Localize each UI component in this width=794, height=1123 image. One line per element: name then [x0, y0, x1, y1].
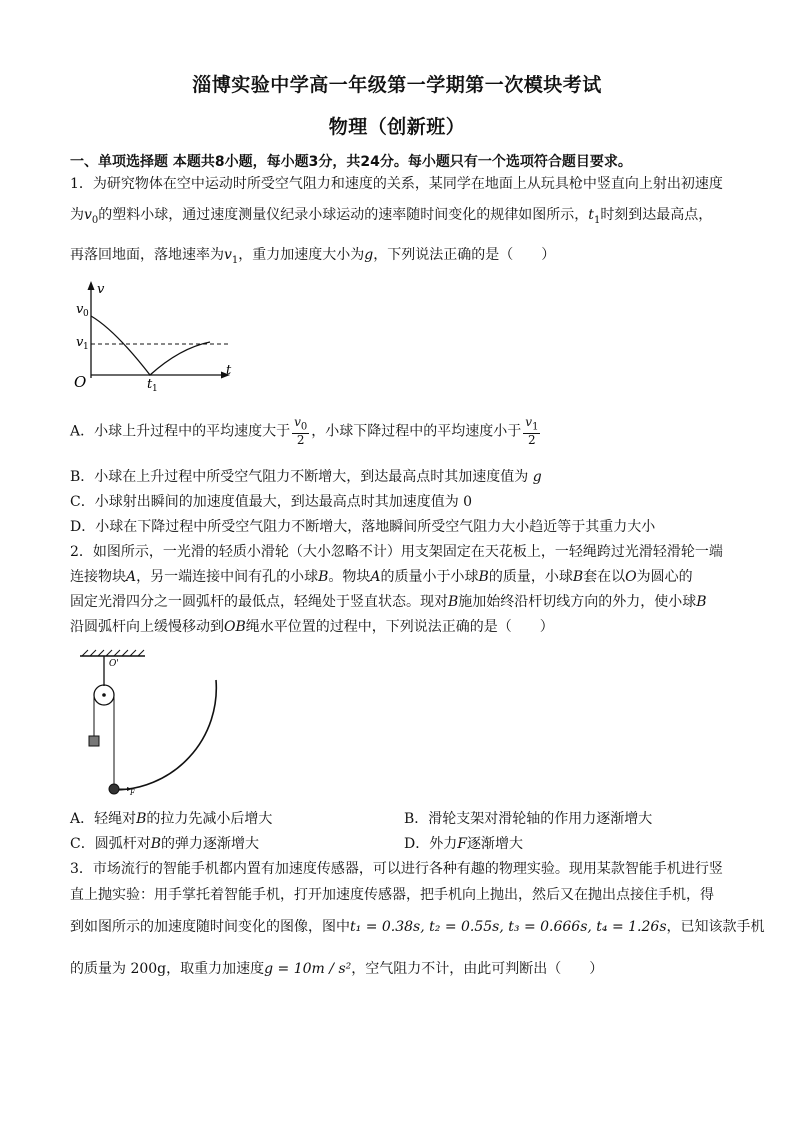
q2-pulley-figure	[70, 648, 230, 798]
origin-label: O	[74, 373, 87, 391]
ball-b	[109, 784, 119, 794]
q2-option-d: D．外力F逐渐增大	[404, 836, 523, 852]
block-a	[89, 736, 99, 746]
t1-sub: 1	[152, 384, 158, 393]
q1-line3: 再落回地面，落地速率为$v_1$，重力加速度大小为g，下列说法正确的是（ ）	[70, 247, 556, 266]
ceiling-hatch	[82, 650, 144, 656]
q2-line4: 沿圆弧杆向上缓慢移动到OB绳水平位置的过程中，下列说法正确的是（ ）	[70, 619, 554, 635]
q2-option-a: A．轻绳对B的拉力先减小后增大	[70, 811, 273, 827]
velocity-curve	[91, 316, 210, 375]
fig-label-o-prime: O'	[109, 659, 119, 669]
q3-line3: 到如图所示的加速度随时间变化的图像，图中t₁ = 0.38s, t₂ = 0.55s, t₃ = 0.666s, t₄ = 1.26s，已知该款手机	[70, 919, 765, 935]
q1-vt-graph	[70, 278, 240, 393]
q1-option-c: C．小球射出瞬间的加速度值最大，到达最高点时其加速度值为 0	[70, 494, 473, 510]
q1-option-d: D．小球在下降过程中所受空气阻力不断增大，落地瞬间所受空气阻力大小趋近等于其重力大小	[70, 519, 656, 535]
quarter-arc-rod	[114, 680, 216, 790]
q3-line4: 的质量为 200g，取重力加速度g = 10m / s²，空气阻力不计，由此可判断出（ ）	[70, 961, 604, 977]
frac-v1-2: $\frac{v_1}{2}$	[525, 415, 539, 448]
q3-line1: 3．市场流行的智能手机都内置有加速度传感器，可以进行各种有趣的物理实验。现用某款智能手机进行竖	[70, 861, 723, 877]
t-axis-label: t	[226, 363, 232, 378]
v1-sub: 1	[83, 342, 89, 352]
q1-line1: 1．为研究物体在空中运动时所受空气阻力和速度的关系，某同学在地面上从玩具枪中竖直向上射出初速度	[70, 176, 723, 192]
fig-label-f: F	[130, 789, 135, 797]
q2-option-c: C．圆弧杆对B的弹力逐渐增大	[70, 836, 260, 852]
v-axis-label: v	[97, 282, 105, 297]
q2-option-b: B．滑轮支架对滑轮轴的作用力逐渐增大	[404, 811, 653, 827]
v1-label: v	[76, 335, 84, 350]
v-axis-arrow	[88, 281, 95, 290]
t1-label: t	[147, 377, 153, 392]
section-heading: 一、单项选择题 本题共8小题，每小题3分，共24分。每小题只有一个选项符合题目要求。	[70, 154, 632, 170]
q3-line2: 直上抛实验：用手掌托着智能手机，打开加速度传感器，把手机向上抛出，然后又在抛出点接住手机，得	[70, 887, 714, 903]
page-subtitle: 物理（创新班）	[328, 116, 466, 138]
q1-option-b: B．小球在上升过程中所受空气阻力不断增大，到达最高点时其加速度值为 g	[70, 469, 542, 485]
q2-line1: 2．如图所示，一光滑的轻质小滑轮（大小忽略不计）用支架固定在天花板上，一轻绳跨过光滑轻滑轮一端	[70, 544, 723, 560]
q2-line2: 连接物块A，另一端连接中间有孔的小球B。物块A的质量小于小球B的质量，小球B套在以O为圆心的	[70, 569, 693, 585]
q2-line3: 固定光滑四分之一圆弧杆的最低点，轻绳处于竖直状态。现对B施加始终沿杆切线方向的外力，使小球B	[70, 594, 707, 610]
q1-line2: 为$v_0$的塑料小球，通过速度测量仪纪录小球运动的速率随时间变化的规律如图所示，$t_1$时刻到达最高点，	[70, 207, 713, 226]
v0-sub: 0	[83, 309, 89, 319]
pulley-axle	[102, 693, 106, 697]
frac-v0-2: $\frac{v_0}{2}$	[294, 415, 308, 448]
v0-label: v	[76, 302, 84, 317]
q1-option-a: A．小球上升过程中的平均速度大于 $\frac{v_0}{2}$ ，小球下降过程中的平均速度小于 $\frac{v_1}{2}$	[70, 415, 539, 448]
page-title: 淄博实验中学高一年级第一学期第一次模块考试	[192, 74, 602, 96]
